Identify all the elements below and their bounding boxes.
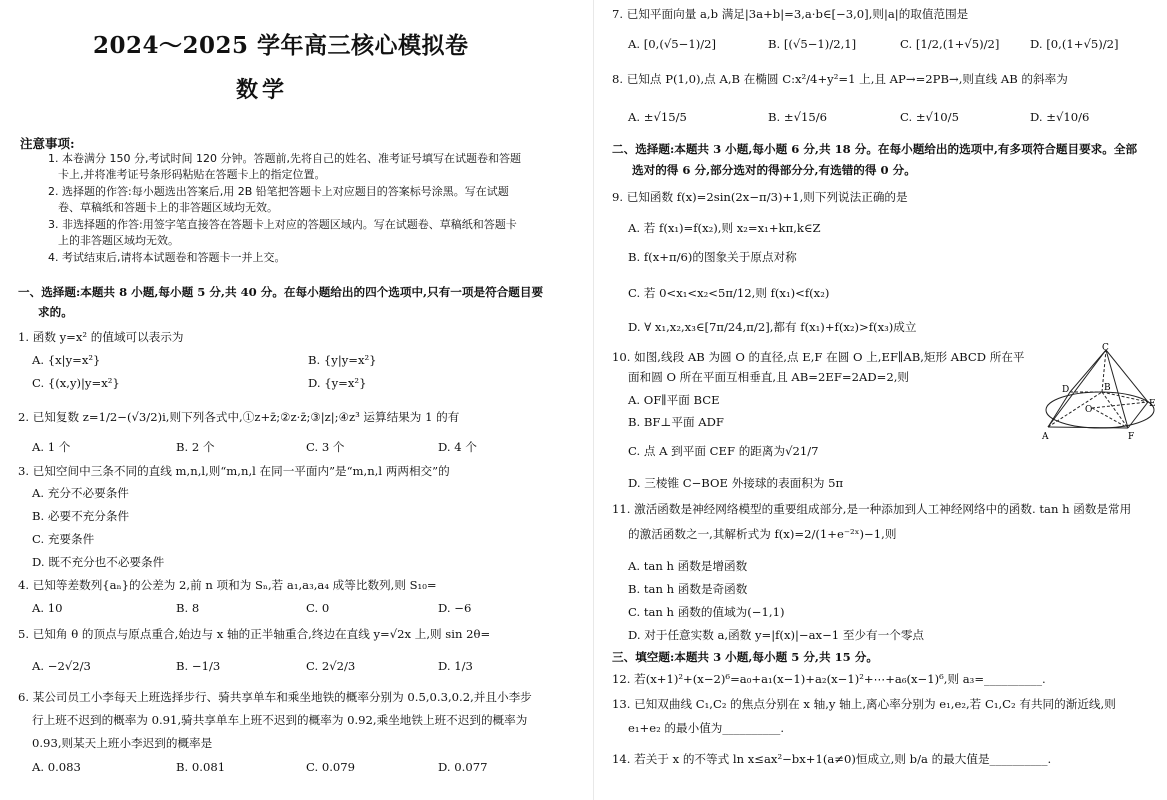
question-13-line: 13. 已知双曲线 C₁,C₂ 的焦点分别在 x 轴,y 轴上,离心率分别为 e₁,e₂,若 C₁,C₂ 有共同的渐近线,则 [612,697,1116,711]
notice-line: 2. 选择题的作答:每小题选出答案后,用 2B 铅笔把答题卡上对应题目的答案标号涂黑。写在试题 [48,185,509,198]
question-6-option-c: C. 0.079 [306,760,356,774]
question-8-option-c: C. ±√10/5 [900,110,959,124]
question-4-option-b: B. 8 [176,601,200,615]
question-6-option-a: A. 0.083 [32,760,81,774]
question-1-option-a: A. {x|y=x²} [32,353,101,367]
edge-dc [1070,350,1106,392]
figure-label-a: A [1042,432,1049,442]
question-5-option-c: C. 2√2/3 [306,659,356,673]
section-1-heading-cont: 求的。 [38,305,73,319]
notice-heading: 注意事项: [20,136,75,151]
section-2-heading: 二、选择题:本题共 3 小题,每小题 6 分,共 18 分。在每小题给出的选项中,有多项符合题目要求。全部 [612,142,1138,156]
question-5-option-b: B. −1/3 [176,659,221,673]
question-11-option-a: A. tan h 函数是增函数 [628,559,748,573]
page-fold [593,0,594,800]
figure-label-o: O [1085,405,1093,415]
question-5-stem: 5. 已知角 θ 的顶点与原点重合,始边与 x 轴的正半轴重合,终边在直线 y=√2x 上,则 sin 2θ= [18,627,491,641]
edge-bf [1102,392,1128,428]
question-3-option-d: D. 既不充分也不必要条件 [32,555,165,569]
question-4-option-d: D. −6 [438,601,472,615]
question-9-option-a: A. 若 f(x₁)=f(x₂),则 x₂=x₁+kπ,k∈Z [628,221,821,235]
question-2-option-c: C. 3 个 [306,440,345,454]
notice-line: 卡上,并将准考证号条形码粘贴在答题卡上的指定位置。 [58,168,326,181]
question-6-line: 0.93,则某天上班小李迟到的概率是 [32,736,213,750]
question-11-line: 的激活函数之一,其解析式为 f(x)=2/(1+e⁻²ˣ)−1,则 [628,527,897,541]
exam-subject: 数学 [236,77,289,103]
section-3-heading: 三、填空题:本题共 3 小题,每小题 5 分,共 15 分。 [612,650,878,664]
edge-fe [1128,402,1148,428]
question-7-option-d: D. [0,(1+√5)/2] [1030,37,1119,51]
question-10-option-c: C. 点 A 到平面 CEF 的距离为√21/7 [628,444,819,458]
notice-line: 4. 考试结束后,请将本试题卷和答题卡一并上交。 [48,251,286,264]
edge-ac [1048,350,1106,427]
question-7-option-c: C. [1/2,(1+√5)/2] [900,37,1000,51]
figure-label-f: F [1128,432,1135,442]
question-4-stem: 4. 已知等差数列{aₙ}的公差为 2,前 n 项和为 Sₙ,若 a₁,a₃,a₄ 成等比数列,则 S₁₀= [18,578,437,592]
section-1-heading: 一、选择题:本题共 8 小题,每小题 5 分,共 40 分。在每小题给出的四个选项中,只有一项是符合题目要 [18,285,544,299]
question-9-option-d: D. ∀ x₁,x₂,x₃∈[7π/24,π/2],都有 f(x₁)+f(x₂)>f(x₃)成立 [628,320,917,334]
edge-oe [1092,402,1148,408]
question-10-line: 10. 如图,线段 AB 为圆 O 的直径,点 E,F 在圆 O 上,EF∥AB,矩形 ABCD 所在平 [612,350,1025,364]
question-10-figure [1040,342,1158,446]
question-6-option-b: B. 0.081 [176,760,226,774]
question-6-line: 行上班不迟到的概率为 0.91,骑共享单车上班不迟到的概率为 0.92,乘坐地铁上班不迟到的概率为 [32,713,528,727]
question-1-stem: 1. 函数 y=x² 的值域可以表示为 [18,330,184,344]
question-8-option-b: B. ±√15/6 [768,110,828,124]
question-8-stem: 8. 已知点 P(1,0),点 A,B 在椭圆 C:x²/4+y²=1 上,且 AP→=2PB→,则直线 AB 的斜率为 [612,72,1068,86]
question-11-option-c: C. tan h 函数的值域为(−1,1) [628,605,785,619]
question-5-option-d: D. 1/3 [438,659,473,673]
question-9-stem: 9. 已知函数 f(x)=2sin(2x−π/3)+1,则下列说法正确的是 [612,190,908,204]
question-13-line: e₁+e₂ 的最小值为__________. [628,721,785,735]
question-11-option-d: D. 对于任意实数 a,函数 y=|f(x)|−ax−1 至少有一个零点 [628,628,925,642]
question-12-stem: 12. 若(x+1)²+(x−2)⁶=a₀+a₁(x−1)+a₂(x−1)²+⋯+a₆(x−1)⁶,则 a₃=__________. [612,672,1046,686]
question-9-option-c: C. 若 0<x₁<x₂<5π/12,则 f(x₁)<f(x₂) [628,286,830,300]
question-3-option-c: C. 充要条件 [32,532,95,546]
notice-line: 1. 本卷满分 150 分,考试时间 120 分钟。答题前,先将自己的姓名、准考证号填写在试题卷和答题 [48,152,521,165]
question-11-line: 11. 激活函数是神经网络模型的重要组成部分,是一种添加到人工神经网络中的函数. tan h 函数是常用 [612,502,1132,516]
exam-title: 2024～2025 学年高三核心模拟卷 [93,32,469,59]
question-10-line: 面和圆 O 所在平面互相垂直,且 AB=2EF=2AD=2,则 [628,370,909,384]
circle-o [1046,392,1154,428]
question-10-option-a: A. OF∥平面 BCE [628,393,720,407]
section-2-heading-cont: 选对的得 6 分,部分选对的得部分分,有选错的得 0 分。 [632,163,916,177]
question-10-option-d: D. 三棱锥 C−BOE 外接球的表面积为 5π [628,476,844,490]
question-8-option-a: A. ±√15/5 [628,110,687,124]
notice-line: 3. 非选择题的作答:用签字笔直接答在答题卡上对应的答题区域内。写在试题卷、草稿纸和答题卡 [48,218,517,231]
notice-line: 上的非答题区域均无效。 [58,234,179,247]
question-6-option-d: D. 0.077 [438,760,488,774]
question-1-option-c: C. {(x,y)|y=x²} [32,376,120,390]
question-3-option-b: B. 必要不充分条件 [32,509,130,523]
question-7-stem: 7. 已知平面向量 a,b 满足|3a+b|=3,a·b∈[−3,0],则|a|的取值范围是 [612,7,969,21]
figure-label-c: C [1102,343,1109,353]
question-9-option-b: B. f(x+π/6)的图象关于原点对称 [628,250,797,264]
question-6-line: 6. 某公司员工小李每天上班选择步行、骑共享单车和乘坐地铁的概率分别为 0.5,0.3,0.2,并且小李步 [18,690,532,704]
figure-label-b: B [1104,383,1111,393]
question-1-option-d: D. {y=x²} [308,376,367,390]
question-8-option-d: D. ±√10/6 [1030,110,1090,124]
question-7-option-b: B. [(√5−1)/2,1] [768,37,857,51]
question-2-option-d: D. 4 个 [438,440,477,454]
question-7-option-a: A. [0,(√5−1)/2] [628,37,717,51]
question-11-option-b: B. tan h 函数是奇函数 [628,582,748,596]
notice-line: 卷、草稿纸和答题卡上的非答题区域均无效。 [58,201,278,214]
question-5-option-a: A. −2√2/3 [32,659,91,673]
question-3-stem: 3. 已知空间中三条不同的直线 m,n,l,则“m,n,l 在同一平面内”是“m,n,l 两两相交”的 [18,464,450,478]
question-2-stem: 2. 已知复数 z=1/2−(√3/2)i,则下列各式中,①z+z̄;②z·z̄;③|z|;④z³ 运算结果为 1 的有 [18,410,460,424]
question-1-option-b: B. {y|y=x²} [308,353,377,367]
question-2-option-a: A. 1 个 [32,440,71,454]
question-4-option-c: C. 0 [306,601,330,615]
figure-label-d: D [1062,385,1070,395]
figure-label-e: E [1149,399,1156,409]
question-4-option-a: A. 10 [32,601,63,615]
question-10-option-b: B. BF⊥平面 ADF [628,415,724,429]
question-2-option-b: B. 2 个 [176,440,215,454]
question-3-option-a: A. 充分不必要条件 [32,486,129,500]
edge-of [1092,408,1128,428]
question-14-stem: 14. 若关于 x 的不等式 ln x≤ax²−bx+1(a≠0)恒成立,则 b/a 的最大值是__________. [612,752,1052,766]
